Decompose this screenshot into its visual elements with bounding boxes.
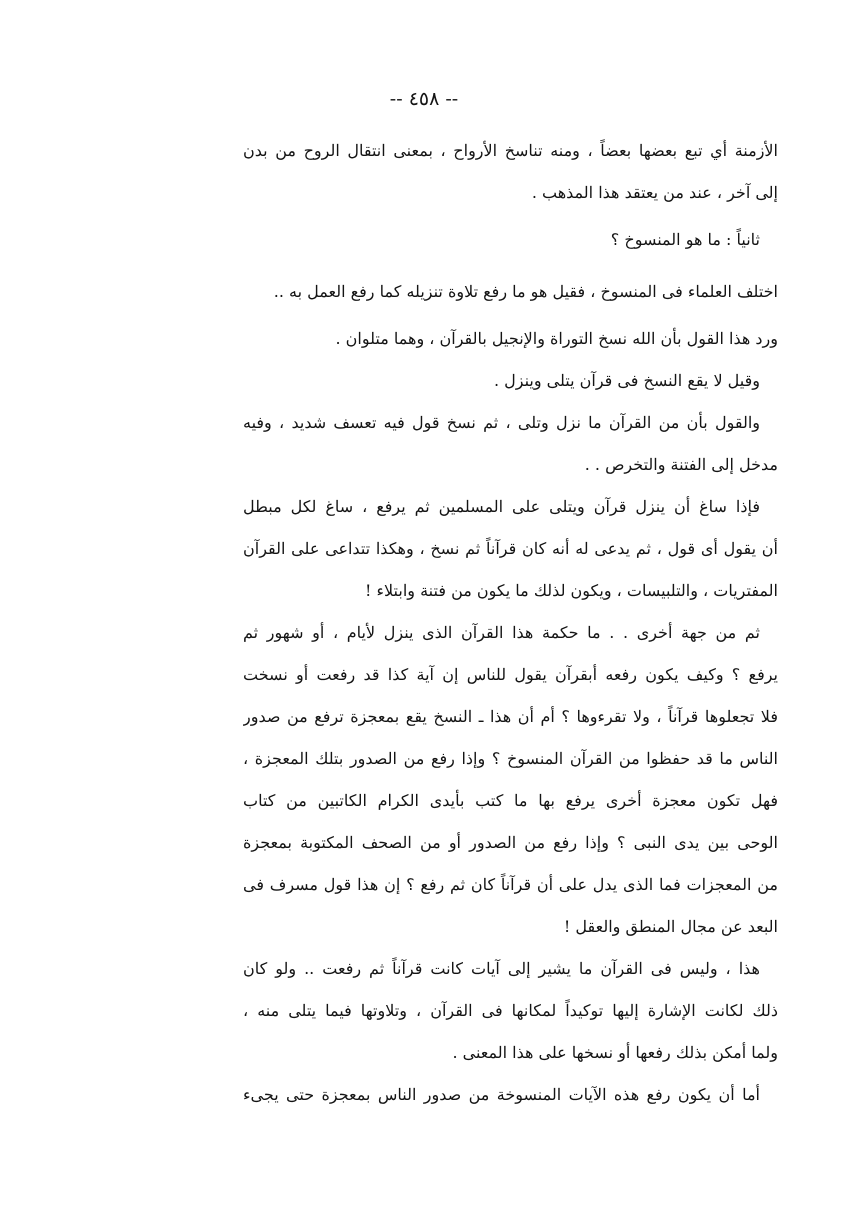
text-line: الناس ما قد حفظوا من القرآن المنسوخ ؟ وإذا رفع من الصدور بتلك المعجزة ، (243, 749, 778, 768)
text-line: فهل تكون معجزة أخرى يرفع بها ما كتب بأيدى الكرام الكاتبين من كتاب (243, 791, 778, 810)
text-line: مدخل إلى الفتنة والتخرص . . (584, 455, 778, 474)
text-line: اختلف العلماء فى المنسوخ ، فقيل هو ما رفع تلاوة تنزيله كما رفع العمل به .. (273, 282, 778, 301)
text-line: أن يقول أى قول ، ثم يدعى له أنه كان قرآناً ثم نسخ ، وهكذا تتداعى على القرآن (243, 539, 778, 558)
text-line: البعد عن مجال المنطق والعقل ! (563, 917, 778, 936)
text-line: المفتريات ، والتلبيسات ، ويكون لذلك ما يكون من فتنة وابتلاء ! (364, 581, 778, 600)
text-line: ذلك لكانت الإشارة إليها توكيداً لمكانها فى القرآن ، وتلاوتها فيما يتلى منه ، (243, 1001, 778, 1020)
text-line: فلا تجعلوها قرآناً ، ولا تقرءوها ؟ أم أن هذا ـ النسخ يقع بمعجزة ترفع من صدور (243, 707, 778, 726)
text-line: فإذا ساغ أن ينزل قرآن ويتلى على المسلمين ثم يرفع ، ساغ لكل مبطل (243, 497, 760, 516)
text-line: ثانياً : ما هو المنسوخ ؟ (610, 230, 760, 249)
text-line: الأزمنة أي تبع بعضها بعضاً ، ومنه تناسخ الأرواح ، بمعنى انتقال الروح من بدن (243, 141, 778, 160)
text-line: إلى آخر ، عند من يعتقد هذا المذهب . (531, 183, 778, 202)
text-line: أما أن يكون رفع هذه الآيات المنسوخة من صدور الناس بمعجزة حتى يجىء (243, 1085, 760, 1104)
text-line: يرفع ؟ وكيف يكون رفعه أبقرآن يقول للناس إن آية كذا قد رفعت أو نسخت (243, 665, 778, 684)
body-text (243, 130, 778, 1116)
text-line: هذا ، وليس فى القرآن ما يشير إلى آيات كانت قرآناً ثم رفعت .. ولو كان (243, 959, 760, 978)
text-line: ثم من جهة أخرى . . ما حكمة هذا القرآن الذى ينزل لأيام ، أو شهور ثم (243, 623, 760, 642)
text-line: وقيل لا يقع النسخ فى قرآن يتلى وينزل . (493, 371, 760, 390)
text-line: الوحى بين يدى النبى ؟ وإذا رفع من الصدور أو من الصحف المكتوبة بمعجزة (243, 833, 778, 852)
text-line: ولما أمكن بذلك رفعها أو نسخها على هذا المعنى . (452, 1043, 778, 1062)
text-line: ورد هذا القول بأن الله نسخ التوراة والإنجيل بالقرآن ، وهما متلوان . (335, 329, 778, 348)
text-line: والقول بأن من القرآن ما نزل وتلى ، ثم نسخ قول فيه تعسف شديد ، وفيه (243, 413, 760, 432)
page-number: -- ٤٥٨ -- (389, 88, 459, 110)
text-line: من المعجزات فما الذى يدل على أن قرآناً كان ثم رفع ؟ إن هذا قول مسرف فى (243, 875, 778, 894)
